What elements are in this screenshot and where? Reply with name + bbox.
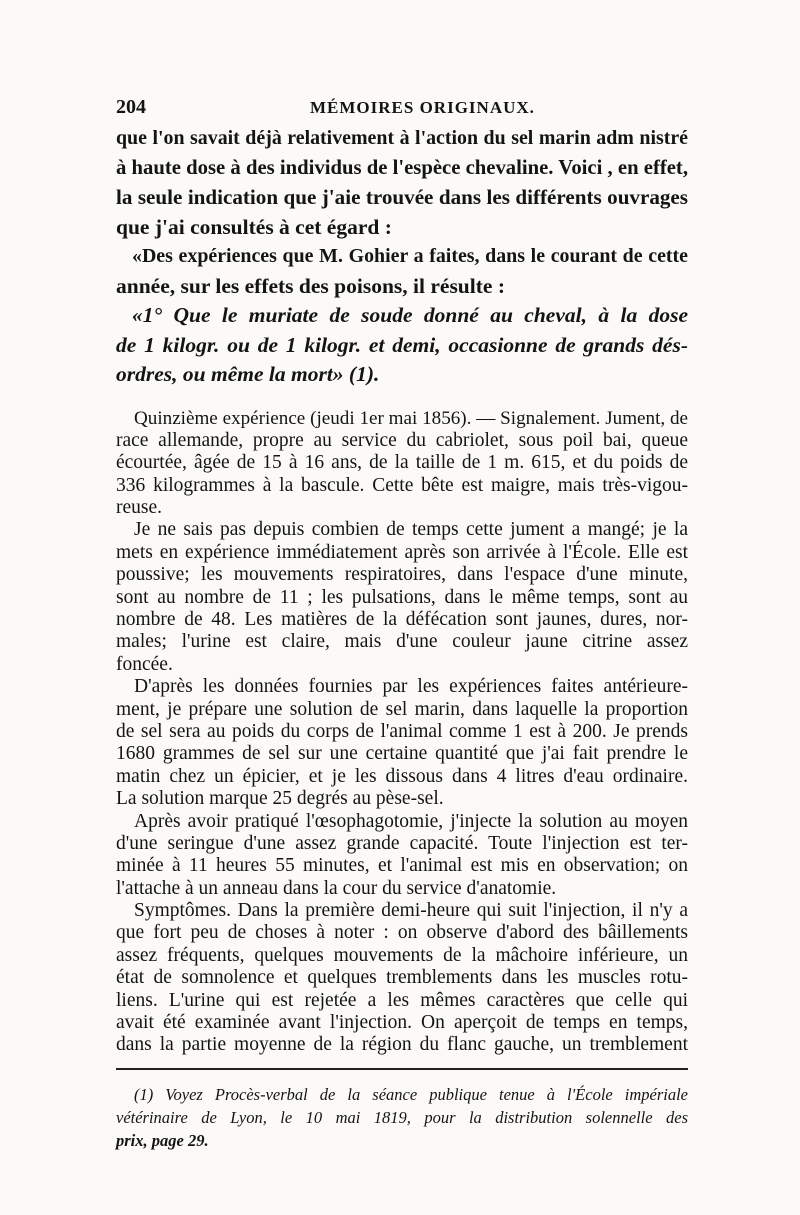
text-line: race allemande, propre au service du cabriolet, sous poil bai, queue <box>116 429 688 451</box>
footnote-line: prix, page 29. <box>116 1131 209 1150</box>
text-line: «1° Que le muriate de soude donné au cheval, à la dose <box>132 303 688 327</box>
text-line: males; l'urine est claire, mais d'une couleur jaune citrine assez <box>116 631 688 653</box>
text-line: mets en expérience immédiatement après son arrivée à l'École. Elle est <box>116 541 688 563</box>
text-line: que l'on savait déjà relativement à l'action du sel marin adm nistré <box>116 127 688 149</box>
footnote-line: vétérinaire de Lyon, le 10 mai 1819, pour la distribution solennelle des <box>116 1108 688 1127</box>
page-header <box>116 96 688 124</box>
text-line: reuse. <box>116 497 163 519</box>
footnote <box>116 1083 688 1152</box>
text-line: année, sur les effets des poisons, il résulte : <box>116 273 505 298</box>
text-line: liens. L'urine qui est rejetée a les mêmes caractères que celle qui <box>116 989 688 1011</box>
text-line: minée à 11 heures 55 minutes, et l'animal est mis en observation; on <box>116 855 688 877</box>
text-line: Après avoir pratiqué l'œsophagotomie, j'injecte la solution au moyen <box>134 810 688 832</box>
page-body <box>116 96 688 1057</box>
footnote-divider <box>116 1068 688 1070</box>
text-line: Quinzième expérience (jeudi 1er mai 1856). — Signalement. Jument, de <box>134 407 688 429</box>
running-title: MÉMOIRES ORIGINAUX. <box>310 98 535 117</box>
text-line: de 1 kilogr. ou de 1 kilogr. et demi, occasionne de grands dés- <box>116 332 688 357</box>
text-line: écourtée, âgée de 15 à 16 ans, de la taille de 1 m. 615, et du poids de <box>116 452 688 474</box>
text-line: à haute dose à des individus de l'espèce chevaline. Voici , en effet, <box>116 156 688 179</box>
text-line: La solution marque 25 degrés au pèse-sel. <box>116 788 444 810</box>
quoted-passage <box>116 301 688 390</box>
text-line: foncée. <box>116 653 173 675</box>
text-line: «Des expériences que M. Gohier a faites, dans le courant de cette <box>132 245 688 267</box>
text-line: d'une seringue d'une assez grande capacité. Toute l'injection est ter- <box>116 832 688 854</box>
text-line: de sel sera au poids du corps de l'animal comme 1 est à 200. Je prends <box>116 720 688 742</box>
text-line: état de somnolence et quelques tremblements dans les muscles rotu- <box>116 967 688 989</box>
text-line: Symptômes. Dans la première demi-heure qui suit l'injection, il n'y a <box>134 900 688 922</box>
text-line: poussive; les mouvements respiratoires, dans l'espace d'une minute, <box>116 564 688 586</box>
text-line: dans la partie moyenne de la région du flanc gauche, un tremblement <box>116 1034 688 1056</box>
text-line: ordres, ou même la mort» (1). <box>116 362 380 386</box>
text-line: que j'ai consultés à cet égard : <box>116 214 392 239</box>
text-line: sont au nombre de 11 ; les pulsations, dans le même temps, sont au <box>116 586 688 608</box>
text-line: 336 kilogrammes à la bascule. Cette bête est maigre, mais très-vigou- <box>116 474 688 496</box>
text-line: que fort peu de choses à noter : on observe d'abord des bâillements <box>116 922 688 944</box>
text-line: avait été examinée avant l'injection. On aperçoit de temps en temps, <box>116 1012 688 1034</box>
text-line: nombre de 48. Les matières de la défécation sont jaunes, dures, nor- <box>116 609 688 631</box>
text-line: l'attache à un anneau dans la cour du service d'anatomie. <box>116 877 557 899</box>
footnote-line: (1) Voyez Procès-verbal de la séance publique tenue à l'École impériale <box>134 1085 688 1104</box>
text-line: 1680 grammes de sel sur une certaine quantité que j'ai fait prendre le <box>116 743 688 765</box>
text-line: D'après les données fournies par les expériences faites antérieure- <box>134 676 688 698</box>
text-line: assez fréquents, quelques mouvements de la mâchoire inférieure, un <box>116 944 688 966</box>
lead-paragraph <box>116 124 688 301</box>
text-line: matin chez un épicier, et je les dissous dans 4 litres d'eau ordinaire. <box>116 765 688 787</box>
text-line: ment, je prépare une solution de sel marin, dans laquelle la proportion <box>116 698 688 720</box>
text-line: la seule indication que j'aie trouvée dans les différents ouvrages <box>116 185 688 209</box>
experiment-text <box>116 408 688 1057</box>
text-line: Je ne sais pas depuis combien de temps cette jument a mangé; je la <box>134 519 688 541</box>
page-number: 204 <box>116 96 146 118</box>
